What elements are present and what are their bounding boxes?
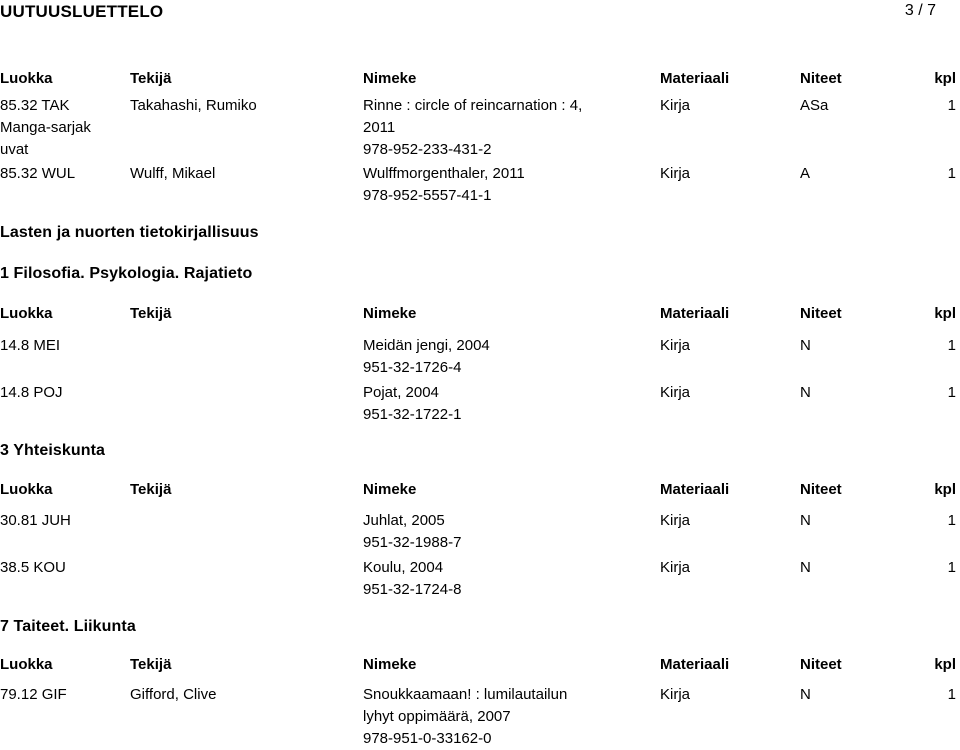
page-total: 7 xyxy=(927,2,936,19)
item-niteet: N xyxy=(800,512,811,529)
col-luokka: Luokka xyxy=(0,481,53,498)
item-luokka: 85.32 WUL xyxy=(0,165,76,182)
section-heading-yhteiskunta: 3 Yhteiskunta xyxy=(0,442,106,459)
item-niteet: N xyxy=(800,559,811,576)
item-luokka: 30.81 JUH xyxy=(0,512,71,529)
item-kpl: 1 xyxy=(947,165,956,182)
item-kpl: 1 xyxy=(947,337,956,354)
item-niteet: N xyxy=(800,384,811,401)
item-luokka: 79.12 GIF xyxy=(0,686,67,703)
page-title: UUTUUSLUETTELO xyxy=(0,2,164,21)
item-luokka: 14.8 POJ xyxy=(0,384,63,401)
item-niteet: A xyxy=(800,165,811,182)
item-niteet: N xyxy=(800,686,811,703)
col-kpl: kpl xyxy=(934,656,956,673)
item-luokka: 38.5 KOU xyxy=(0,559,66,576)
col-tekija: Tekijä xyxy=(130,481,172,498)
page-current: 3 xyxy=(904,2,914,19)
col-niteet: Niteet xyxy=(800,481,842,498)
col-luokka: Luokka xyxy=(0,305,53,322)
col-niteet: Niteet xyxy=(800,70,842,87)
page-separator: / xyxy=(918,2,923,19)
item-nimeke: Koulu, 2004 951-32-1724-8 xyxy=(363,559,462,598)
item-kpl: 1 xyxy=(947,686,956,703)
item-tekija: Takahashi, Rumiko xyxy=(130,97,257,114)
item-materiaali: Kirja xyxy=(660,559,691,576)
item-materiaali: Kirja xyxy=(660,97,691,114)
col-kpl: kpl xyxy=(934,70,956,87)
col-niteet: Niteet xyxy=(800,656,842,673)
item-nimeke: Meidän jengi, 2004 951-32-1726-4 xyxy=(363,337,490,376)
item-niteet: N xyxy=(800,337,811,354)
col-nimeke: Nimeke xyxy=(363,305,417,322)
item-nimeke: Rinne : circle of reincarnation : 4, 2011 978-952-233-431-2 xyxy=(363,97,583,158)
col-tekija: Tekijä xyxy=(130,305,172,322)
item-materiaali: Kirja xyxy=(660,165,691,182)
col-tekija: Tekijä xyxy=(130,70,172,87)
item-luokka: 14.8 MEI xyxy=(0,337,61,354)
col-materiaali: Materiaali xyxy=(660,481,730,498)
col-kpl: kpl xyxy=(934,481,956,498)
column-header-row xyxy=(0,305,960,325)
column-header-row xyxy=(0,656,960,676)
item-kpl: 1 xyxy=(947,97,956,114)
item-tekija: Gifford, Clive xyxy=(130,686,217,703)
column-header-row xyxy=(0,70,960,90)
section-heading-taiteet: 7 Taiteet. Liikunta xyxy=(0,618,136,635)
col-nimeke: Nimeke xyxy=(363,656,417,673)
column-header-row xyxy=(0,481,960,501)
item-kpl: 1 xyxy=(947,384,956,401)
col-materiaali: Materiaali xyxy=(660,305,730,322)
item-tekija: Wulff, Mikael xyxy=(130,165,216,182)
item-luokka: 85.32 TAK Manga-sarjak uvat xyxy=(0,97,91,158)
col-materiaali: Materiaali xyxy=(660,656,730,673)
item-nimeke: Pojat, 2004 951-32-1722-1 xyxy=(363,384,462,423)
item-materiaali: Kirja xyxy=(660,686,691,703)
item-nimeke: Wulffmorgenthaler, 2011 978-952-5557-41-1 xyxy=(363,165,525,204)
item-kpl: 1 xyxy=(947,559,956,576)
col-luokka: Luokka xyxy=(0,656,53,673)
item-nimeke: Juhlat, 2005 951-32-1988-7 xyxy=(363,512,462,551)
col-luokka: Luokka xyxy=(0,70,53,87)
item-materiaali: Kirja xyxy=(660,512,691,529)
col-niteet: Niteet xyxy=(800,305,842,322)
item-materiaali: Kirja xyxy=(660,384,691,401)
item-materiaali: Kirja xyxy=(660,337,691,354)
col-tekija: Tekijä xyxy=(130,656,172,673)
col-nimeke: Nimeke xyxy=(363,481,417,498)
col-nimeke: Nimeke xyxy=(363,70,417,87)
item-nimeke: Snoukkaamaan! : lumilautailun lyhyt oppimäärä, 2007 978-951-0-33162-0 xyxy=(363,686,568,747)
section-heading-main: Lasten ja nuorten tietokirjallisuus xyxy=(0,224,259,241)
item-kpl: 1 xyxy=(947,512,956,529)
col-kpl: kpl xyxy=(934,305,956,322)
page-number xyxy=(905,2,936,20)
item-niteet: ASa xyxy=(800,97,829,114)
section-heading-filosofia: 1 Filosofia. Psykologia. Rajatieto xyxy=(0,265,253,282)
col-materiaali: Materiaali xyxy=(660,70,730,87)
